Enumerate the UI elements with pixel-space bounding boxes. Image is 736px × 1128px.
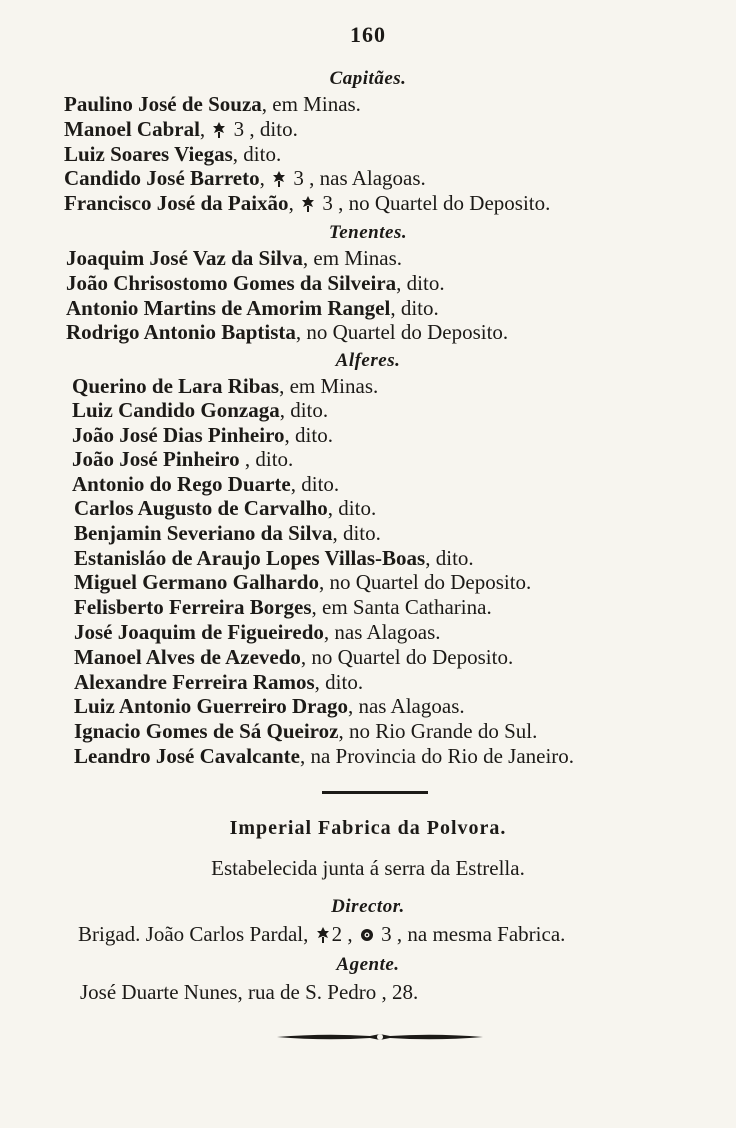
list-item: Luiz Soares Viegas, dito. — [64, 142, 282, 166]
rose-order-icon — [360, 926, 374, 944]
list-item: Ignacio Gomes de Sá Queiroz, no Rio Grande do Sul. — [74, 719, 538, 743]
list-item: Luiz Candido Gonzaga, dito. — [72, 398, 329, 422]
list-item: Luiz Antonio Guerreiro Drago, nas Alagoas. — [74, 694, 465, 718]
cross-order-icon — [212, 121, 226, 139]
fabrica-title: Imperial Fabrica da Polvora. — [229, 817, 507, 839]
page-number: 160 — [350, 22, 386, 47]
end-ornament — [275, 1030, 485, 1044]
heading-agente: Agente. — [336, 954, 400, 975]
list-item: Felisberto Ferreira Borges, em Santa Catharina. — [74, 595, 492, 619]
heading-capitaes: Capitães. — [329, 68, 407, 89]
section-divider — [322, 791, 428, 794]
cross-order-icon — [316, 926, 330, 944]
list-item: Carlos Augusto de Carvalho, dito. — [74, 496, 377, 520]
heading-alferes: Alferes. — [335, 350, 401, 371]
list-item: Benjamin Severiano da Silva, dito. — [74, 521, 381, 545]
heading-tenentes: Tenentes. — [328, 222, 408, 243]
list-item: Antonio Martins de Amorim Rangel, dito. — [66, 296, 439, 320]
list-item: Rodrigo Antonio Baptista, no Quartel do Deposito. — [66, 320, 509, 344]
list-item: Miguel Germano Galhardo, no Quartel do Deposito. — [74, 570, 532, 594]
heading-director: Director. — [331, 896, 405, 917]
list-item: Joaquim José Vaz da Silva, em Minas. — [66, 246, 403, 270]
list-item: Leandro José Cavalcante, na Provincia do Rio de Janeiro. — [74, 744, 575, 768]
agente-line: José Duarte Nunes, rua de S. Pedro , 28. — [80, 980, 419, 1004]
list-item: Estanisláo de Araujo Lopes Villas-Boas, dito. — [74, 546, 474, 570]
fabrica-subtitle: Estabelecida junta á serra da Estrella. — [211, 856, 525, 880]
list-item: Paulino José de Souza, em Minas. — [64, 92, 361, 116]
cross-order-icon — [301, 195, 315, 213]
list-item: Querino de Lara Ribas, em Minas. — [72, 374, 379, 398]
list-item: Manoel Alves de Azevedo, no Quartel do Deposito. — [74, 645, 514, 669]
list-item: Manoel Cabral, 3 , dito. — [64, 117, 298, 141]
list-item: João José Dias Pinheiro, dito. — [72, 423, 333, 447]
cross-order-icon — [272, 170, 286, 188]
list-item: Alexandre Ferreira Ramos, dito. — [74, 670, 364, 694]
list-item: João Chrisostomo Gomes da Silveira, dito. — [66, 271, 445, 295]
director-line: Brigad. João Carlos Pardal, 2 , 3 , na mesma Fabrica. — [78, 922, 566, 946]
list-item: Francisco José da Paixão, 3 , no Quartel do Deposito. — [64, 191, 551, 215]
list-item: Antonio do Rego Duarte, dito. — [72, 472, 340, 496]
list-item: Candido José Barreto, 3 , nas Alagoas. — [64, 166, 426, 190]
list-item: José Joaquim de Figueiredo, nas Alagoas. — [74, 620, 441, 644]
list-item: João José Pinheiro , dito. — [72, 447, 294, 471]
